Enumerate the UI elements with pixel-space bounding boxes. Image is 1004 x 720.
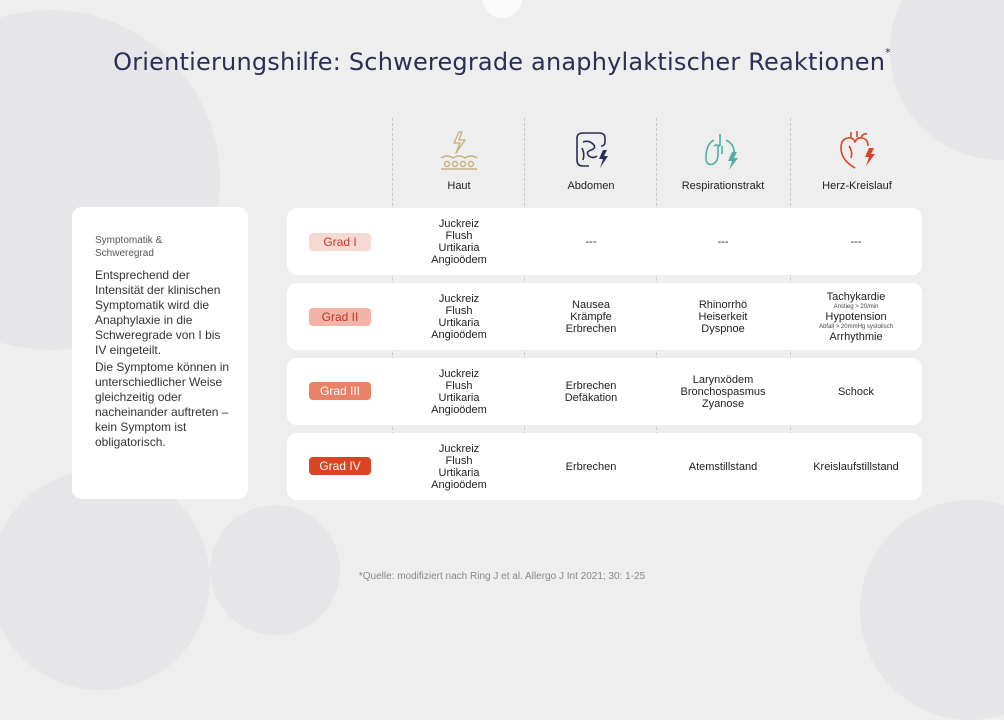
cell-respirationstrakt <box>657 358 789 425</box>
symptom: Hypotension <box>825 310 887 323</box>
column-label: Herz-Kreislauf <box>822 180 892 192</box>
grade-row <box>287 208 922 275</box>
column-header-haut <box>393 128 525 192</box>
symptom: --- <box>850 235 862 248</box>
page-title <box>0 48 1004 76</box>
cell-haut <box>393 358 525 425</box>
symptom: Urtikaria <box>438 391 480 404</box>
symptom: Bronchospasmus <box>680 385 766 398</box>
info-card <box>72 207 248 499</box>
cell-herz-kreislauf <box>790 283 922 350</box>
symptom: Angioödem <box>431 403 487 416</box>
info-heading <box>95 234 235 260</box>
column-header-respirationstrakt <box>657 128 789 192</box>
symptom: Rhinorrhö <box>698 298 748 311</box>
grade-row <box>287 433 922 500</box>
symptom: Kreislaufstillstand <box>813 460 899 473</box>
symptom: Urtikaria <box>438 241 480 254</box>
cell-herz-kreislauf <box>790 208 922 275</box>
symptom: Defäkation <box>564 391 618 404</box>
symptom: Arrhythmie <box>829 330 883 343</box>
symptom: Flush <box>445 304 473 317</box>
symptom: Juckreiz <box>438 292 480 305</box>
symptom: --- <box>717 235 729 248</box>
symptom: Juckreiz <box>438 217 480 230</box>
symptom: Juckreiz <box>438 367 480 380</box>
grade-badge: Grad III <box>309 382 371 400</box>
cell-abdomen <box>525 283 657 350</box>
symptom: Nausea <box>572 298 610 311</box>
cell-respirationstrakt <box>657 283 789 350</box>
symptom: Urtikaria <box>438 466 480 479</box>
background-circle <box>860 500 1004 720</box>
title-footnote-mark: * <box>885 46 891 59</box>
symptom: Erbrechen <box>565 460 617 473</box>
symptom: Flush <box>445 454 473 467</box>
grade-row <box>287 358 922 425</box>
symptom-detail: Anstieg > 20/min <box>833 303 879 310</box>
symptom: Urtikaria <box>438 316 480 329</box>
grade-badge: Grad I <box>309 233 371 251</box>
column-label: Abdomen <box>567 180 615 192</box>
symptom: Erbrechen <box>565 379 617 392</box>
info-paragraph: Entsprechend der Intensität der klinischen Symptomatik wird die Anaphylaxie in die Schweregrade von I bis IV eingeteilt. <box>95 268 221 357</box>
source-footnote: *Quelle: modifiziert nach Ring J et al. Allergo J Int 2021; 30: 1-25 <box>358 571 646 582</box>
symptom: Heiserkeit <box>698 310 748 323</box>
symptom: Angioödem <box>431 253 487 266</box>
cell-respirationstrakt <box>657 208 789 275</box>
cell-respirationstrakt <box>657 433 789 500</box>
grade-row <box>287 283 922 350</box>
cell-herz-kreislauf <box>790 358 922 425</box>
symptom: Atemstillstand <box>688 460 758 473</box>
symptom: Angioödem <box>431 328 487 341</box>
symptom: Larynxödem <box>692 373 754 386</box>
symptom: Flush <box>445 379 473 392</box>
symptom: Zyanose <box>701 397 745 410</box>
cell-abdomen <box>525 208 657 275</box>
symptom: Flush <box>445 229 473 242</box>
heart-icon <box>835 128 879 172</box>
cell-haut <box>393 283 525 350</box>
cell-haut <box>393 208 525 275</box>
symptom-detail: Abfall > 20mmHg systolisch <box>819 323 893 330</box>
column-header-abdomen <box>525 128 657 192</box>
symptom: Angioödem <box>431 478 487 491</box>
symptom: Erbrechen <box>565 322 617 335</box>
cell-abdomen <box>525 358 657 425</box>
symptom: --- <box>585 235 597 248</box>
lungs-icon <box>701 128 745 172</box>
symptom: Tachykardie <box>826 290 886 303</box>
grade-badge: Grad IV <box>309 457 371 475</box>
column-label: Haut <box>447 180 471 192</box>
cell-haut <box>393 433 525 500</box>
title-text: Orientierungshilfe: Schweregrade anaphylaktischer Reaktionen <box>113 48 886 76</box>
info-heading-line: Symptomatik & <box>95 235 163 246</box>
background-circle <box>210 505 340 635</box>
symptom: Krämpfe <box>570 310 612 323</box>
symptom: Juckreiz <box>438 442 480 455</box>
grade-badge: Grad II <box>309 308 371 326</box>
cell-herz-kreislauf <box>790 433 922 500</box>
intestine-icon <box>569 128 613 172</box>
column-header-herz-kreislauf <box>791 128 923 192</box>
symptom: Dyspnoe <box>701 322 745 335</box>
info-heading-line: Schweregrad <box>95 248 154 259</box>
skin-icon <box>437 128 481 172</box>
background-circle <box>482 0 522 18</box>
cell-abdomen <box>525 433 657 500</box>
info-paragraph: Die Symptome können in unterschiedlicher Weise gleichzeitig oder nacheinander auftreten – kein Symptom ist obligatorisch. <box>95 360 230 449</box>
symptom: Schock <box>837 385 875 398</box>
column-label: Respirationstrakt <box>681 180 765 192</box>
